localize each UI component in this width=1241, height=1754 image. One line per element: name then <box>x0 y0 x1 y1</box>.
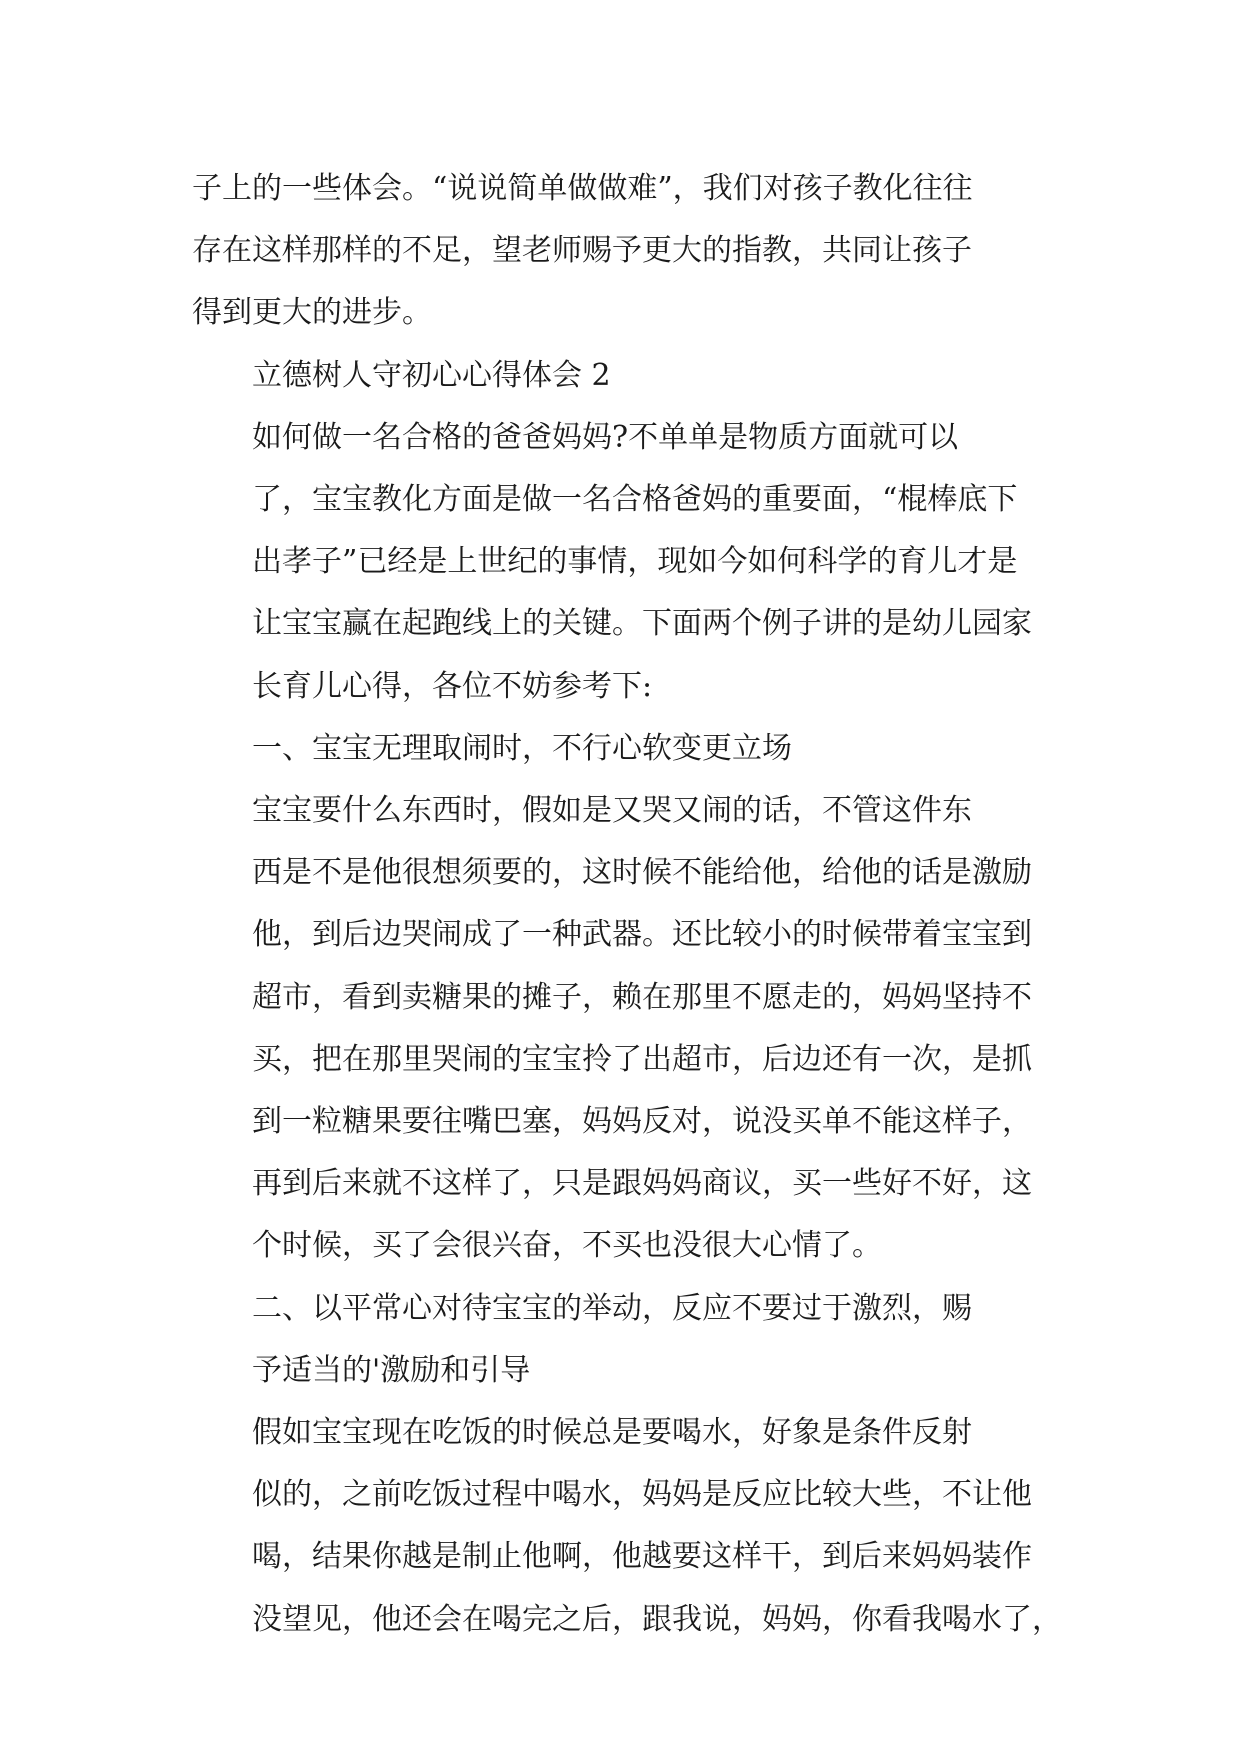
text-line: 长育儿心得，各位不妨参考下: <box>252 668 653 704</box>
text-line: 了，宝宝教化方面是做一名合格爸妈的重要面，“棍棒底下 <box>252 482 1018 518</box>
text-line: 子上的一些体会。“说说简单做做难”，我们对孩子教化往往 <box>192 171 973 206</box>
paragraph <box>192 780 1052 1278</box>
document-body <box>192 158 1062 1651</box>
text-line: 个时候，买了会很兴奋，不买也没很大心情了。 <box>252 1228 882 1264</box>
text-line: 超市，看到卖糖果的摊子，赖在那里不愿走的，妈妈坚持不 <box>252 979 1032 1015</box>
paragraph <box>192 158 1052 345</box>
text-line: 没望见，他还会在喝完之后，跟我说，妈妈，你看我喝水了， <box>252 1601 1062 1637</box>
paragraph <box>192 345 1052 407</box>
text-line: 一、宝宝无理取闹时，不行心软变更立场 <box>252 730 792 766</box>
text-line: 二、以平常心对待宝宝的举动，反应不要过于激烈，赐 <box>252 1290 972 1326</box>
text-line: 予适当的'激励和引导 <box>252 1352 531 1388</box>
text-line: 他，到后边哭闹成了一种武器。还比较小的时候带着宝宝到 <box>252 917 1032 953</box>
text-line: 似的，之前吃饭过程中喝水，妈妈是反应比较大些，不让他 <box>252 1477 1032 1513</box>
paragraph <box>192 1402 1062 1651</box>
text-line: 喝，结果你越是制止他啊，他越要这样干，到后来妈妈装作 <box>252 1539 1032 1575</box>
paragraph <box>192 407 1052 718</box>
text-line: 假如宝宝现在吃饭的时候总是要喝水，好象是条件反射 <box>252 1415 972 1451</box>
text-line: 得到更大的进步。 <box>192 295 432 331</box>
paragraph <box>192 718 1052 780</box>
text-line: 到一粒糖果要往嘴巴塞，妈妈反对，说没买单不能这样子， <box>252 1104 1032 1140</box>
text-line: 立德树人守初心心得体会 2 <box>252 357 611 393</box>
text-line: 宝宝要什么东西时，假如是又哭又闹的话，不管这件东 <box>252 793 972 829</box>
text-line: 出孝子”已经是上世纪的事情，现如今如何科学的育儿才是 <box>252 544 1018 580</box>
text-line: 让宝宝赢在起跑线上的关键。下面两个例子讲的是幼儿园家 <box>252 606 1032 642</box>
text-line: 西是不是他很想须要的，这时候不能给他，给他的话是激励 <box>252 855 1032 891</box>
text-line: 买，把在那里哭闹的宝宝拎了出超市，后边还有一次，是抓 <box>252 1041 1032 1077</box>
paragraph <box>192 1278 1052 1402</box>
text-line: 存在这样那样的不足，望老师赐予更大的指教，共同让孩子 <box>192 233 972 269</box>
text-line: 如何做一名合格的爸爸妈妈?不单单是物质方面就可以 <box>252 419 959 455</box>
text-line: 再到后来就不这样了，只是跟妈妈商议，买一些好不好，这 <box>252 1166 1032 1202</box>
